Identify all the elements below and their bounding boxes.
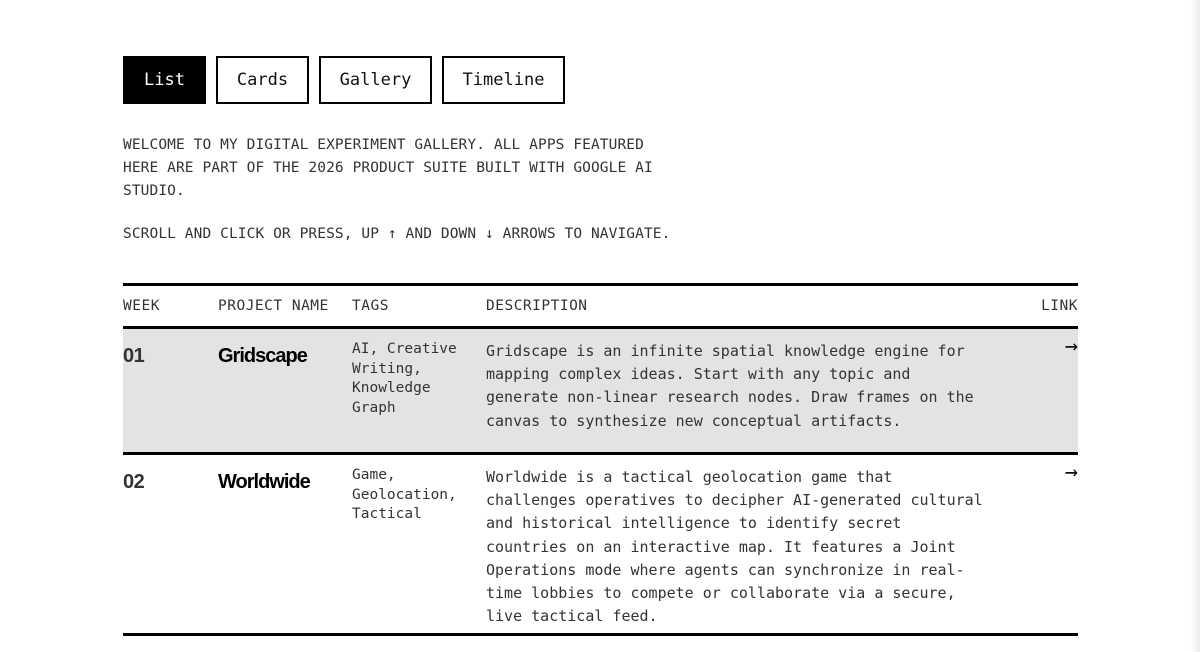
tab-gallery[interactable]: Gallery	[319, 56, 432, 104]
page-edge-shadow	[1190, 0, 1200, 652]
row-description: Worldwide is a tactical geolocation game that challenges operatives to decipher AI-generated cultural and historical intelligence to identify secret countries on an interactive map. It features a Joint Operations mode where agents can synchronize in real-time lobbies to compete or collaborate via a secure, live tactical feed.	[486, 468, 983, 626]
intro-text: WELCOME TO MY DIGITAL EXPERIMENT GALLERY. ALL APPS FEATURED HERE ARE PART OF THE 2026 PRODUCT SUITE BUILT WITH GOOGLE AI STUDIO.	[123, 137, 653, 199]
arrow-right-icon[interactable]: →	[1064, 460, 1078, 485]
header-description: DESCRIPTION	[486, 298, 588, 314]
tab-timeline[interactable]: Timeline	[442, 56, 565, 104]
table-bottom-rule	[123, 633, 1078, 636]
header-link: LINK	[1041, 298, 1078, 314]
table-header	[123, 286, 1078, 326]
tab-cards[interactable]: Cards	[216, 56, 309, 104]
row-project-name: Gridscape	[218, 345, 307, 367]
row-week: 02	[123, 471, 145, 493]
row-tags: AI, Creative Writing, Knowledge Graph	[352, 341, 457, 416]
row-tags: Game, Geolocation, Tactical	[352, 467, 457, 522]
header-week: WEEK	[123, 298, 160, 314]
row-description: Gridscape is an infinite spatial knowledge engine for mapping complex ideas. Start with any topic and generate non-linear research nodes. Draw frames on the canvas to synthesize new conceptual artifacts.	[486, 342, 974, 430]
row-project-name: Worldwide	[218, 471, 310, 493]
row-week: 01	[123, 345, 145, 367]
projects-table	[123, 283, 1078, 636]
header-tags: TAGS	[352, 298, 389, 314]
arrow-right-icon[interactable]: →	[1064, 334, 1078, 359]
table-row[interactable]	[123, 329, 1078, 452]
view-tabs	[123, 56, 565, 104]
header-project-name: PROJECT NAME	[218, 298, 329, 314]
tab-list[interactable]: List	[123, 56, 206, 104]
navigation-hint: SCROLL AND CLICK OR PRESS, UP ↑ AND DOWN ↓ ARROWS TO NAVIGATE.	[123, 226, 671, 242]
table-row[interactable]	[123, 455, 1078, 633]
